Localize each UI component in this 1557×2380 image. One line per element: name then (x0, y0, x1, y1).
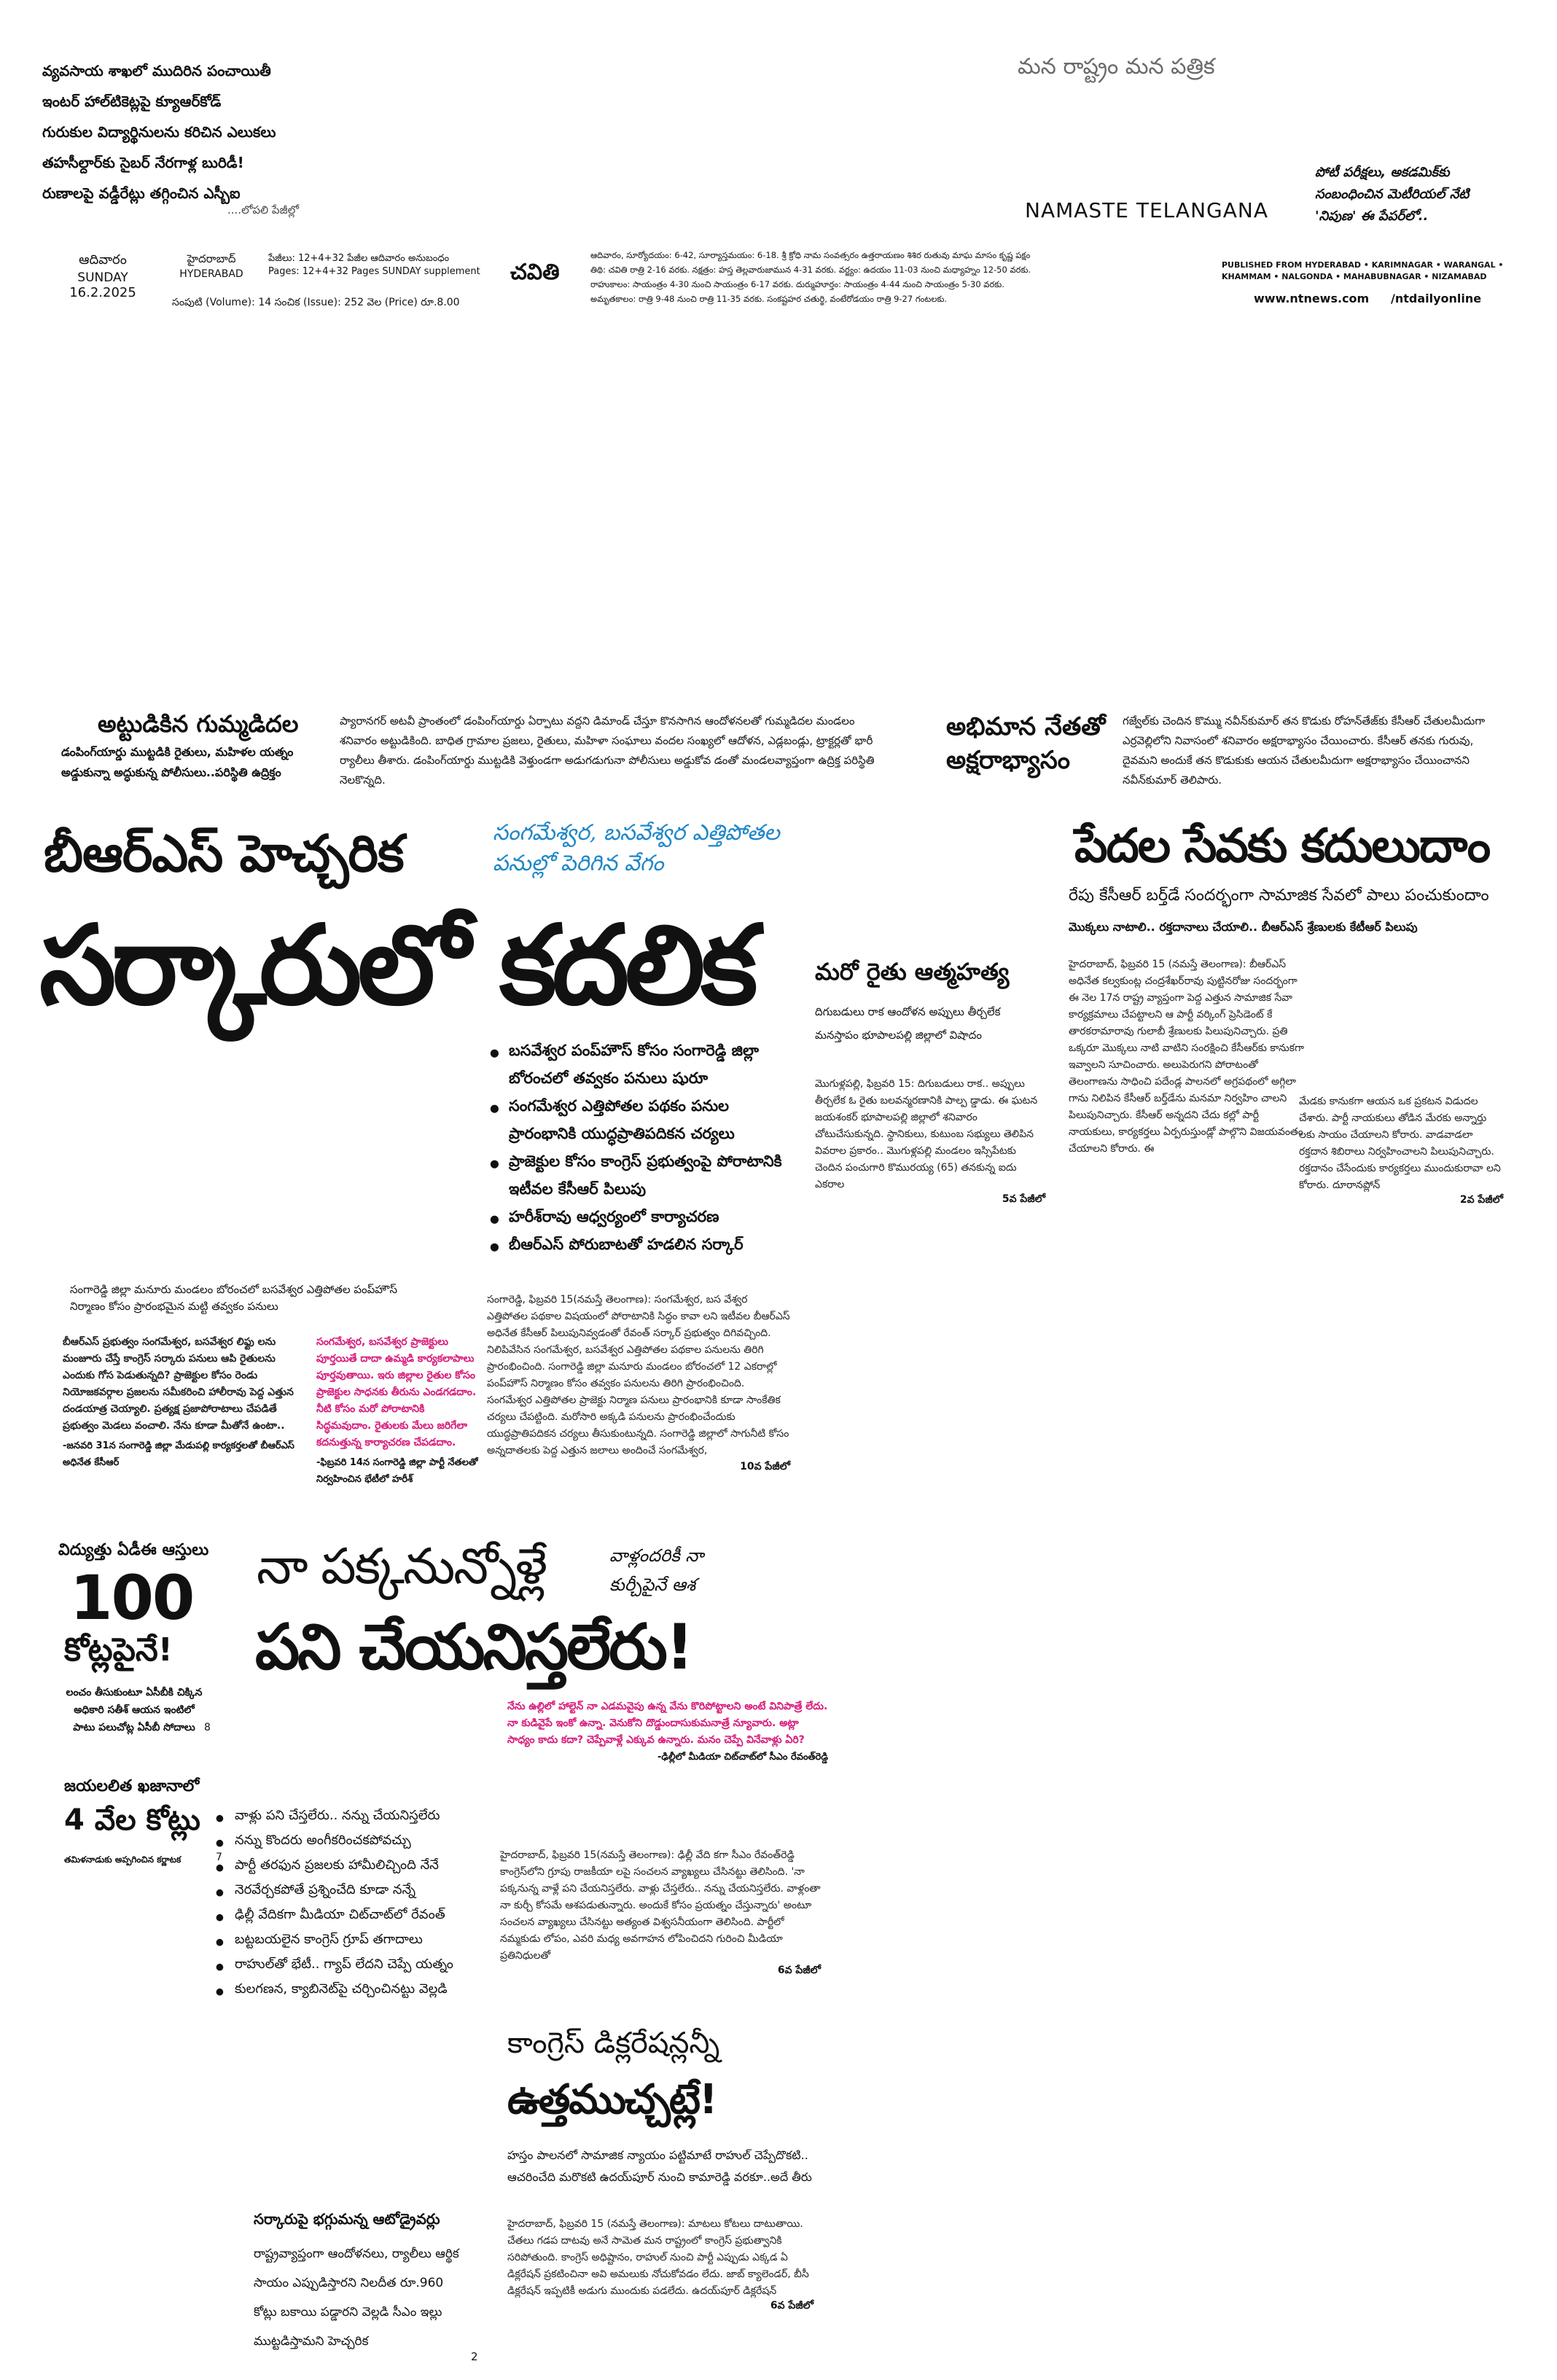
declarations-headline-2[interactable]: ఉత్తముచ్చట్లే! (507, 2076, 717, 2123)
cm-bullet: ● వాళ్లు పని చేస్తలేరు.. నన్ను చేయనిస్తలేరు (216, 1803, 507, 1828)
farmer-headline[interactable]: మరో రైతు ఆత్మహత్య (815, 958, 1010, 986)
cm-bullets (216, 1803, 507, 2002)
teaser-item[interactable]: రుణాలపై వడ్డీరేట్లు తగ్గించిన ఎస్బీఐ (42, 184, 241, 202)
cm-quote-box (507, 1698, 828, 1765)
jaya-page[interactable]: 7 (216, 1852, 222, 1863)
issue-date: 16.2.2025 (69, 285, 136, 300)
cm-continued[interactable]: 6వ పేజీలో (777, 1965, 821, 1976)
electricity-amount[interactable]: 100 (70, 1562, 194, 1634)
lead-deck (493, 818, 835, 879)
jaya-amount[interactable]: 4 వేల కోట్లు (64, 1803, 200, 1837)
brief-left-headline[interactable]: అట్టుడికిన గుమ్మడిదల (98, 710, 299, 738)
lead-body-text: సంగారెడ్డి, ఫిబ్రవరి 15(నమస్తే తెలంగాణ): సంగమేశ్వర, బస వేశ్వర ఎత్తిపోతల పథకాల విషయంలో పోరాటానికి సిద్ధం కావా లని ఇటీవల బీఆర్‌ఎస్ అధినేత కేసీఆర్ పిలుపునివ్వడంతో రేవంత్ సర్కార్ ప్రభుత్వం దిగివచ్చింది. నిలిపివేసిన సంగమేశ్వర, బసవేశ్వర ఎత్తిపోతల పథకాల పనులను తిరిగి ప్రారంభించింది. సంగారెడ్డి జిల్లా మనూరు మండలం బోరంచలో 12 ఎకరాల్లో పంప్‌హౌస్ నిర్మాణం కోసం తవ్వకం పనులను తిరిగి ప్రారంభించింది. సంగమేశ్వర ఎత్తిపోతల ప్రాజెక్టు నిర్మాణ పనులు ప్రారంభానికి కూడా సాంకేతిక చర్యలు చేపట్టింది. మరోసారి అక్కడి పనులను ప్రారంభించేందుకు యుద్ధప్రాతిపదికన చర్యలు తీసుకుంటున్నది. సంగారెడ్డి జిల్లాలో సాగునీటి కోసం అన్నదాతలకు పెద్ద ఎత్తున జలాలు అందించే సంగమేశ్వర, (487, 1294, 790, 1456)
lead-photo-caption: సంగారెడ్డి జిల్లా మనూరు మండలం బోరంచలో బసవేశ్వర ఎత్తిపోతల పంప్‌హౌస్ నిర్మాణం కోసం ప్రారంభమైన మట్టి తవ్వకం పనులు (70, 1283, 398, 1313)
declarations-body: హైదరాబాద్, ఫిబ్రవరి 15 (నమస్తే తెలంగాణ): మాటలు కోటలు దాటుతాయి. చేతలు గడప దాటవు అనే సామెత మన రాష్ట్రంలో కాంగ్రెస్ ప్రభుత్వానికి సరిపోతుంది. కాంగ్రెస్ అధిష్టానం, రాహుల్ నుంచి పార్టీ ఎప్పుడు ఎక్కడ ఏ డిక్లరేషన్ ప్రకటించినా అవి అమలుకు నోచుకోవడం లేదు. జాబ్ క్యాలెండర్, బీసీ డిక్లరేషన్ ఇప్పటికీ అడుగు ముందుకు పడలేదు. ఉదయ్‌పూర్ డిక్లరేషన్ (507, 2218, 809, 2297)
farmer-continued[interactable]: 5వ పేజీలో (1002, 1193, 1045, 1205)
pages-block (268, 252, 487, 278)
declarations-body-box (507, 2216, 813, 2314)
teaser-item[interactable]: ఇంటర్ హాల్‌టికెట్లపై క్యూఆర్‌కోడ్ (42, 93, 222, 110)
harish-quote-text: సంగమేశ్వర, బసవేశ్వర ప్రాజెక్టులు పూర్తయితే దాదా ఉమ్మడి కార్యకలాపాలు పూర్తవుతాయి. ఇరు జిల్లాల రైతుల కోసం ప్రాజెక్టుల సాధనకు తీరును ఎండగడదాం. నీటి కోసం మరో పోరాటానికి సిద్ధమవుదాం. రైతులకు మేలు జరిగేలా కదనుత్తున్న కార్యాచరణ చేపడదాం. (316, 1336, 477, 1448)
brief-left-body: ప్యారానగర్ అటవీ ప్రాంతంలో డంపింగ్‌యార్డు ఏర్పాటు వద్దని డిమాండ్ చేస్తూ కొనసాగిన ఆందోళనలతో గుమ్మడిదల మండలం శనివారం అట్టుడికింది. బాధిత గ్రామాల ప్రజలు, రైతులు, మహిళా సంఘాలు వందల సంఖ్యలో ఆదోళన, ఎడ్లబండ్లు, ట్రాక్టర్లతో భారీ ర్యాలీలు తీశారు. డంపింగ్‌యార్డు ముట్టడికి వెళ్తుండగా అడుగడుగునా పోలీసులు అడ్డుకోవ డంతో మండలవ్యాప్తంగా ఉద్రిక్త పరిస్థితి నెలకొన్నది. (340, 714, 875, 787)
panchangam (590, 248, 1188, 306)
teaser-item[interactable]: తహసీల్దార్‌కు సైబర్ నేరగాళ్ల బురిడీ! (42, 154, 244, 171)
lead-kicker[interactable]: బీఆర్‌ఎస్ హెచ్చరిక (44, 824, 404, 883)
panchangam-line: తిథి: చవితి రాత్రి 2-16 వరకు. నక్షత్రం: హస్త తెల్లవారుజామున 4-31 వరకు. వర్జ్యం: ఉదయం 11-03 నుంచి మధ్యాహ్నం 12-50 వరకు. (590, 265, 1031, 275)
day-english: SUNDAY (77, 270, 128, 285)
panchangam-line: అమృతకాలం: రాత్రి 9-48 నుంచి రాత్రి 11-35 వరకు. సంకష్టహర చతుర్థి, వంటేరోడయం రాత్రి 9-27 గంటలకు. (590, 294, 948, 304)
city-english: HYDERABAD (179, 268, 243, 280)
auto-page[interactable]: 2 (471, 2350, 478, 2363)
social-handle[interactable]: /ntdailyonline (1391, 292, 1482, 305)
cm-body: హైదరాబాద్, ఫిబ్రవరి 15(నమస్తే తెలంగాణ): ఢిల్లీ వేది కగా సీఎం రేవంత్‌రెడ్డి కాంగ్రెస్‌లోని గ్రూపు రాజకీయా లపై సంచలన వ్యాఖ్యలు చేసినట్టు తెలిసింది. 'నా పక్కనున్న వాళ్లే పని చేయనిస్తలేరు. వాళ్లు చేస్తలేరు.. నన్ను చేయనిస్తలేరు. వాళ్లంతా నా కుర్చీ కోసమే ఆశపడుతున్నారు. అందుకే కోసం ప్రయత్నం చేస్తున్నారు' అంటూ సంచలన వ్యాఖ్యలు చేసినట్టు అత్యంత విశ్వసనీయంగా తెలిసింది. పార్టీలో నమ్మకుడు లోపం, ఎవరి మధ్య అవగాహన లోపించిదని గురించి మీడియా ప్రతినిధులతో (500, 1849, 821, 1962)
lead-bullet: ● హరీశ్‌రావు ఆధ్వర్యంలో కార్యాచరణ (490, 1203, 790, 1230)
service-body2-box (1299, 1093, 1503, 1208)
declarations-headline-1[interactable]: కాంగ్రెస్ డిక్లరేషన్లన్నీ (507, 2026, 720, 2060)
lead-bullet: ● ప్రాజెక్టుల కోసం కాంగ్రెస్ ప్రభుత్వంపై పోరాటానికి ఇటీవల కేసీఆర్ పిలుపు (490, 1147, 790, 1203)
lead-bullet: ● బసవేశ్వర పంప్‌హౌస్ కోసం సంగారెడ్డి జిల్లా బోరంచలో తవ్వకం పనులు షురూ (490, 1037, 790, 1092)
lead-bullet: ● బీఆర్‌ఎస్ పోరుబాటతో హడలిన సర్కార్ (490, 1230, 790, 1258)
farmer-body-box (815, 1076, 1045, 1207)
cm-bullet: ● రాహుల్‌తో భేటీ.. గ్యాప్ లేదని చెప్పే యత్నం (216, 1952, 507, 1977)
farmer-body: మొగుళ్లపల్లి, ఫిబ్రవరి 15: దిగుబడులు రాక.. అప్పులు తీర్చలేక ఓ రైతు బలవన్మరణానికి పాల్ప డ్డాడు. ఈ ఘటన జయశంకర్ భూపాలపల్లి జిల్లాలో శనివారం చోటుచేసుకున్నది. స్థానికులు, కుటుంబ సభ్యులు తెలిపిన వివరాల ప్రకారం.. మొగుళ్లపల్లి మండలం ఇస్సిపేటకు చెందిన పంచుగారి కొమురయ్య (65) తనకున్న ఐదు ఎకరాల (815, 1078, 1038, 1190)
brief-right-body: గజ్వేల్‌కు చెందిన కొమ్ము నవీన్‌కుమార్ తన కొడుకు రోహన్‌తేజ్‌కు కేసీఆర్ చేతులమీదుగా ఎర్రవెల్లిలోని నివాసంలో శనివారం అక్షరాభ్యాసం చేయించారు. కేసీఆర్ తనకు గురువు, దైవమని అందుకే తన కొడుకుకు ఆయన చేతులమీదుగా అక్షరాభ్యాసం చేయించానని నవీన్‌కుమార్ తెలిపారు. (1123, 714, 1486, 787)
lead-headline[interactable]: సర్కారులో కదలిక (39, 902, 754, 1029)
city-block (175, 252, 248, 280)
cm-headline-2[interactable]: పని చేయనిస్తలేరు! (255, 1611, 692, 1684)
volume-issue-price: సంపుటి (Volume): 14 సంచిక (Issue): 252 వెల (Price) రూ.8.00 (172, 297, 460, 308)
auto-body: రాష్ట్రవ్యాప్తంగా ఆందోళనలు, ర్యాలీలు ఆర్థిక సాయం ఎప్పుడిస్తారని నిలదీత రూ.960 కోట్లు బకాయి పడ్డారని వెల్లడి సీఎం ఇల్లు ముట్టడిస్తామని హెచ్చరిక (254, 2247, 459, 2349)
masthead-teasers (42, 55, 348, 208)
cm-bullet: ● నెరవేర్చకపోతే ప్రశ్నించేది కూడా నన్నే (216, 1878, 507, 1903)
pages-english: Pages: 12+4+32 Pages SUNDAY supplement (268, 266, 480, 277)
service-body: హైదరాబాద్, ఫిబ్రవరి 15 (నమస్తే తెలంగాణ): బీఆర్‌ఎస్ అధినేత కల్వకుంట్ల చంద్రశేఖర్‌రావు పుట్టినరోజు సందర్భంగా ఈ నెల 17న రాష్ట్ర వ్యాప్తంగా పెద్ద ఎత్తున సామాజిక సేవా కార్యక్రమాలు చేపట్టాలని ఆ పార్టీ వర్కింగ్ ప్రెసిడెంట్ కే తారకరామారావు గులాబీ శ్రేణులకు పిలుపునిచ్చారు. ప్రతి ఒక్కరూ మొక్కలు నాటి వాటిని సంరక్షించి కేసీఆర్‌కు కానుకగా ఇవ్వాలని సూచించారు. అలుపెరుగని పోరాటంతో తెలంగాణను సాధించి పదేండ్ల పాలనలో అగ్రపథంలో అగ్గిలా గాను నిలిపిన కేసీఆర్ బర్త్‌డేను మనమా నిర్వహిం చాలని పిలుపునిచ్చారు. కేసీఆర్ అన్నదని చేదు కల్లో పార్టీ నాయకులు, కార్యకర్తలు ఏర్పరుస్తుండ్లో పాల్గొని విజయవంతం చేయాలని కోరారు. ఈ (1069, 959, 1304, 1155)
teasers-footer: ....లోపలి పేజీల్లో (227, 203, 300, 216)
lead-deck-text: సంగమేశ్వర, బసవేశ్వర ఎత్తిపోతల పనుల్లో పెరిగిన వేగం (493, 820, 780, 876)
cm-headline-1[interactable]: నా పక్కనున్నోళ్లే (257, 1538, 546, 1596)
cm-quote-attrib: -ఢిల్లీలో మీడియా చిట్‌చాట్‌లో సీఎం రేవంత్‌రెడ్డి (657, 1752, 828, 1763)
kcr-quote-attrib: -జనవరి 31న సంగారెడ్డి జిల్లా మేడుపల్లి కార్యకర్తలతో బీఆర్‌ఎస్ అధినేత కేసీఆర్ (63, 1440, 294, 1468)
teaser-item[interactable]: వ్యవసాయ శాఖలో ముదిరిన పంచాయితీ (42, 62, 271, 79)
date-block (67, 252, 138, 300)
kcr-quote (63, 1334, 299, 1471)
published-from: PUBLISHED FROM HYDERABAD • KARIMNAGAR • WARANGAL • KHAMMAM • NALGONDA • MAHABUBNAGAR • NIZAMABAD (1222, 260, 1504, 281)
lead-bullets (490, 1037, 790, 1258)
declarations-deck: హస్తం పాలనలో సామాజిక న్యాయం పట్టిమాటే రాహుల్ చెప్పేదొకటి.. ఆచరించేది మరొకటి ఉదయ్‌పూర్ నుంచి కామారెడ్డి వరకూ..అదే తీరు (507, 2148, 812, 2184)
electricity-kicker: విద్యుత్తు ఏడీఈ ఆస్తులు (58, 1541, 209, 1559)
electricity-page[interactable]: 8 (204, 1722, 211, 1733)
day-telugu: ఆదివారం (79, 252, 127, 268)
lead-bullet: ● సంగమేశ్వర ఎత్తిపోతల పథకం పనుల ప్రారంభానికి యుద్ధప్రాతిపదికన చర్యలు (490, 1092, 790, 1147)
electricity-tail: కోట్లపైనే! (64, 1631, 173, 1669)
farmer-deck: దిగుబడులు రాక ఆందోళన అప్పులు తీర్చలేక మనస్తాపం భూపాలపల్లి జిల్లాలో విషాదం (815, 1005, 1001, 1042)
lead-body (487, 1292, 790, 1475)
declarations-continued[interactable]: 6వ పేజీలో (770, 2300, 813, 2311)
service-sub: మొక్కలు నాటాలి.. రక్తదానాలు చేయాలి.. బీఆర్‌ఎస్ శ్రేణులకు కేటీఆర్ పిలుపు (1069, 920, 1418, 934)
cm-bullet: ● పార్టీ తరఫున ప్రజలకు హామీలిచ్చింది నేనే (216, 1853, 507, 1878)
city-telugu: హైదరాబాద్ (187, 252, 236, 265)
cm-side-deck: వాళ్లందరికీ నా కుర్చీపైనే ఆశ (609, 1545, 704, 1595)
electricity-sub: లంచం తీసుకుంటూ ఏసీబీకి చిక్కిన అధికారి సతీశ్ ఆయన ఇంటిలో పాటు పలుచోట్ల ఏసీబీ సోదాలు (66, 1687, 203, 1733)
pages-telugu: పేజీలు: 12+4+32 పేజీల ఆదివారం అనుబంధం (268, 253, 450, 264)
nipuna-teaser[interactable]: పోటీ పరీక్షలు, అకడమిక్‌కు సంబంధించిన మెటీరియల్ నేటి 'నిపుణ' ఈ పేపర్‌లో.. (1315, 165, 1470, 224)
cm-bullet: ● నన్ను కొందరు అంగీకరించకపోవచ్చు (216, 1828, 507, 1853)
harish-quote (316, 1334, 480, 1488)
cm-quote: నేను ఉల్లిలో హాల్టెన్ నా ఎడమవైపు ఉన్న వేను కొరిపోట్టాలని అంటే వినిపాత్రే లేదు. నా కుడివైపే ఇంకో ఉన్నా. వెనుకోని దొడ్డుందాసుకుమనాత్రే న్యూవారు. అట్లా సాధ్యం కాదు కదా? చెప్పేవాళ్లే ఎక్కువ ఉన్నారు. మనం చెప్పే వినేవాళ్లు ఏరి? (507, 1701, 828, 1746)
panchangam-line: రాహుకాలం: సాయంత్రం 4-30 నుంచి సాయంత్రం 6-17 వరకు. దుర్ముహూర్తం: సాయంత్రం 4-44 నుంచి సాయంత్రం 5-30 వరకు. (590, 279, 1004, 289)
cm-bullet: ● బట్టబయలైన కాంగ్రెస్ గ్రూప్ తగాదాలు (216, 1927, 507, 1952)
service-continued[interactable]: 2వ పేజీలో (1459, 1194, 1503, 1206)
harish-quote-attrib: -ఫిబ్రవరి 14న సంగారెడ్డి జిల్లా పార్టీ నేతలతో నిర్వహించిన భేటీలో హరీశ్ (316, 1457, 478, 1485)
lead-continued[interactable]: 10వ పేజీలో (740, 1461, 790, 1472)
panchangam-line: ఆదివారం, సూర్యోదయం: 6-42, సూర్యాస్తమయం: 6-18. శ్రీ క్రోధి నామ సంవత్సరం ఉత్తరాయణం శిశిర రుతువు మాఘ మాసం కృష్ణ పక్షం (590, 250, 1031, 260)
cm-bullet: ● కులగణన, క్యాబినెట్‌పై చర్చించినట్టు వెల్లడి (216, 1977, 507, 2002)
masthead-slogan: మన రాష్ట్రం మన పత్రిక (1018, 54, 1215, 79)
auto-headline[interactable]: సర్కారుపై భగ్గుమన్న ఆటోడ్రైవర్లు (254, 2210, 440, 2228)
tithi-word: చవితి (510, 260, 560, 285)
service-deck: రేపు కేసీఆర్ బర్త్‌డే సందర్భంగా సామాజిక సేవలో పాలు పంచుకుందాం (1069, 886, 1489, 905)
jaya-sub: తమిళనాడుకు అప్పగించిన కర్ణాటక (64, 1854, 182, 1865)
kcr-quote-text: బీఆర్‌ఎస్ ప్రభుత్వం సంగమేశ్వర, బసవేశ్వర లిఫ్టు లను మంజూరు చేస్తే కాంగ్రెస్ సర్కారు పనులు ఆపి రైతులను ఎందుకు గోస పెడుతున్నది? ప్రాజెక్టుల కోసం రెండు నియోజకవర్గాల ప్రజలను సమీకరించి హాలీరావు పెద్ద ఎత్తున దండయాత్ర చెయ్యాలి. ప్రత్యక్ష ప్రజాపోరాటాలు చేపడితే ప్రభుత్వం మెడలు వంచాలి. నేను కూడా మీతోనే ఉంటా.. (63, 1336, 294, 1432)
service-body2: మేడకు కానుకగా ఆయన ఒక ప్రకటన విడుదల చేశారు. పార్టీ నాయకులు తోడిన మేరకు అన్నార్తు లకు సాయం చేయాలని కోరారు. వాడవాడలా రక్తదాన శిబిరాలు నిర్వహించాలని పిలుపునిచ్చారు. రక్తదానం చేసేందుకు కార్యకర్తలు ముందుకురావా లని కోరారు. దూరానప్లోన్ (1299, 1096, 1501, 1191)
cm-bullet: ● ఢిల్లీ వేదికగా మీడియా చిట్‌చాట్‌లో రేవంత్ (216, 1903, 507, 1927)
brief-left-subhead: డంపింగ్‌యార్డు ముట్టడికి రైతులు, మహిళల యత్నం అడ్డుకున్నా అద్ధుకున్న పోలీసులు..పరిస్థితి ఉద్రిక్తం (61, 745, 294, 779)
service-headline[interactable]: పేదల సేవకు కదులుదాం (1074, 819, 1490, 873)
cm-body-box (500, 1847, 821, 1978)
jaya-kicker: జయలలిత ఖజానాలో (64, 1777, 200, 1795)
website-link[interactable]: www.ntnews.com (1254, 292, 1370, 305)
brief-right-headline[interactable]: అభిమాన నేతతో అక్షరాభ్యాసం (946, 712, 1106, 775)
paper-name[interactable]: NAMASTE TELANGANA (1025, 198, 1268, 222)
teaser-item[interactable]: గురుకుల విద్యార్థినులను కరిచిన ఎలుకలు (42, 123, 276, 141)
